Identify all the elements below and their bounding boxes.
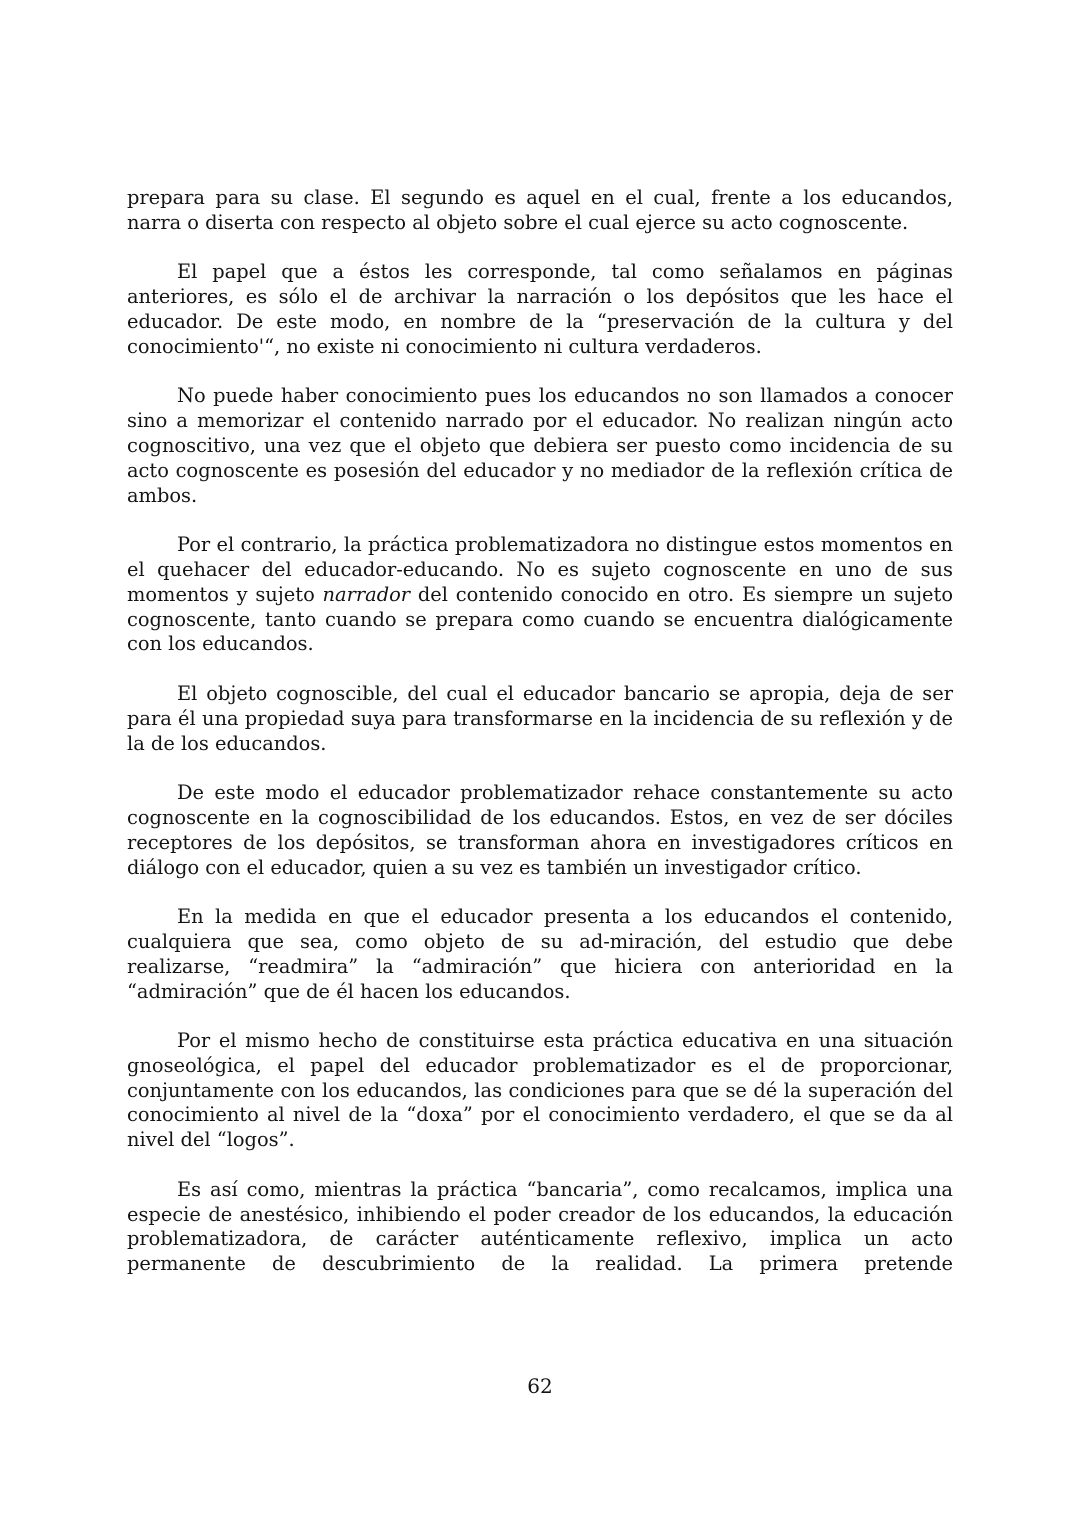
paragraph-9-text: Es así como, mientras la práctica “bancaria”, como recalcamos, implica una especie de anestésico, inhibiendo el poder creador de los educandos, la educación problematizadora, de carácter auténticamente reflexivo, implica un acto permanente de descubrimiento de la realidad. La primera pretende <box>127 1177 953 1276</box>
paragraph-4 <box>127 533 953 657</box>
paragraph-7-text: En la medida en que el educador presenta a los educandos el contenido, cualquiera que sea, como objeto de su ad-miración, del estudio que debe realizarse, “readmira” la “admiración” que hiciera con anterioridad en la “admiración” que de él hacen los educandos. <box>127 905 953 1003</box>
paragraph-9 <box>127 1178 953 1277</box>
paragraph-3 <box>127 384 953 508</box>
paragraph-6-text: De este modo el educador problematizador rehace constantemente su acto cognoscente en la cognoscibilidad de los educandos. Estos, en vez de ser dóciles receptores de los depósitos, se transforman ahora en investigadores críticos en diálogo con el educador, quien a su vez es también un investigador crítico. <box>127 781 953 879</box>
paragraph-1-text: prepara para su clase. El segundo es aquel en el cual, frente a los educandos, narra o diserta con respecto al objeto sobre el cual ejerce su acto cognoscente. <box>127 186 953 234</box>
paragraph-8 <box>127 1029 953 1153</box>
body-text <box>127 186 953 1277</box>
paragraph-5 <box>127 682 953 756</box>
paragraph-5-text: El objeto cognoscible, del cual el educador bancario se apropia, deja de ser para él una propiedad suya para transformarse en la incidencia de su reflexión y de la de los educandos. <box>127 681 953 755</box>
paragraph-4-italic-word: narrador <box>322 582 411 606</box>
paragraph-1 <box>127 186 953 236</box>
paragraph-2 <box>127 260 953 359</box>
paragraph-6 <box>127 781 953 880</box>
paragraph-8-text: Por el mismo hecho de constituirse esta práctica educativa en una situación gnoseológica, el papel del educador problematizador es el de proporcionar, conjuntamente con los educandos, las condiciones para que se dé la superación del conocimiento al nivel de la “doxa” por el conocimiento verdadero, el que se da al nivel del “logos”. <box>127 1029 953 1152</box>
paragraph-4-text-start: Por el contrario, la práctica problematizadora no distingue estos momentos en el quehacer del educador-educando. No es sujeto cognoscente en uno de sus momentos y sujeto <box>127 533 953 606</box>
paragraph-4-text-end: del contenido conocido en otro. Es siempre un sujeto cognoscente, tanto cuando se prepara como cuando se encuentra dialógicamente con los educandos. <box>127 582 953 656</box>
paragraph-3-text: No puede haber conocimiento pues los educandos no son llamados a conocer sino a memorizar el contenido narrado por el educador. No realizan ningún acto cognoscitivo, una vez que el objeto que debiera ser puesto como incidencia de su acto cognoscente es posesión del educador y no mediador de la reflexión crítica de ambos. <box>127 384 953 507</box>
paragraph-2-text: El papel que a éstos les corresponde, tal como señalamos en páginas anteriores, es sólo el de archivar la narración o los depósitos que les hace el educador. De este modo, en nombre de la “preservación de la cultura y del conocimiento'“, no existe ni conocimiento ni cultura verdaderos. <box>127 260 953 358</box>
page-number: 62 <box>527 1374 553 1398</box>
paragraph-7 <box>127 905 953 1004</box>
